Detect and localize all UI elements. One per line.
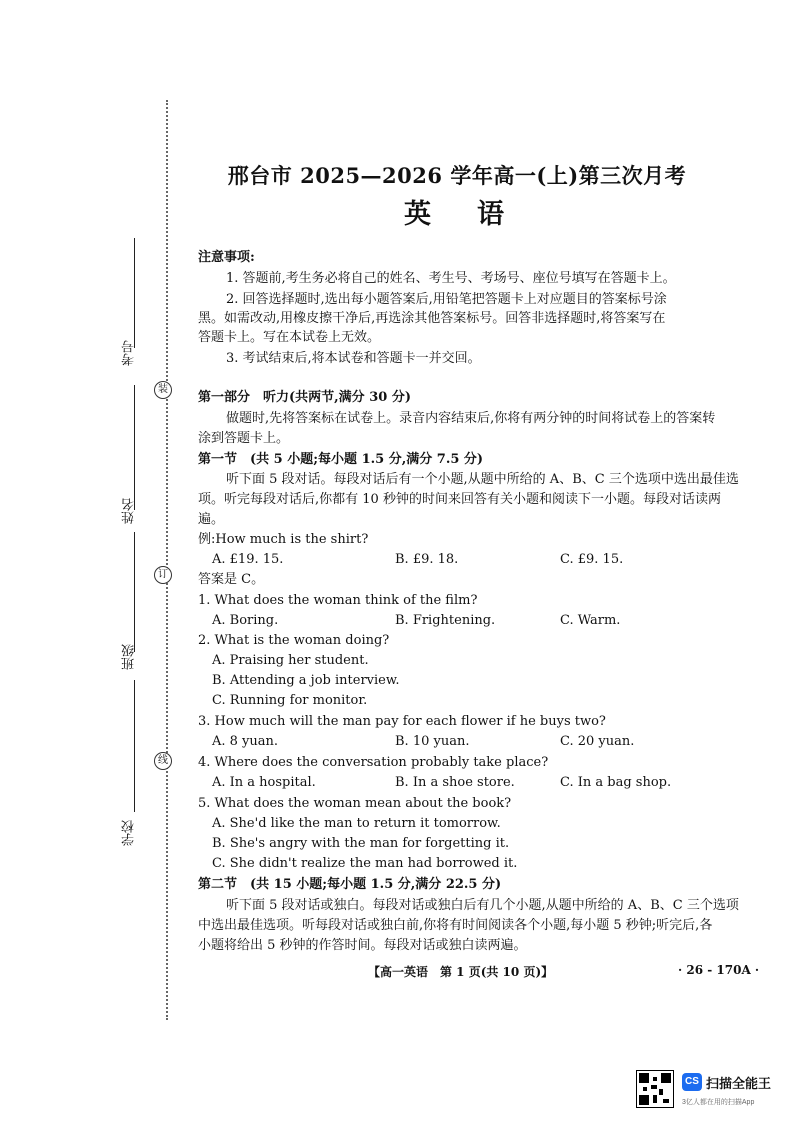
class-line xyxy=(134,532,135,652)
question-1: 1. What does the woman think of the film? xyxy=(198,593,478,608)
seal-xian: 线 xyxy=(154,752,172,770)
part1-intro-line-1: 做题时,先将答案标在试卷上。录音内容结束后,你将有两分钟的时间将试卷上的答案转 xyxy=(226,411,716,426)
question-4-option-a: A. In a hospital. xyxy=(212,775,316,790)
subject-title: 英语 xyxy=(404,199,550,230)
seal-ding: 订 xyxy=(154,566,172,584)
example-options xyxy=(212,551,772,569)
question-1-options xyxy=(212,612,772,630)
qr-code-icon xyxy=(636,1070,674,1108)
camscanner-name: 扫描全能王 xyxy=(706,1076,772,1091)
question-3-options xyxy=(212,733,772,751)
school-label: 学校 xyxy=(122,820,137,846)
section1-intro-line-1: 听下面 5 段对话。每段对话后有一个小题,从题中所给的 A、B、C 三个选项中选出最佳选 xyxy=(226,472,739,487)
name-line xyxy=(134,385,135,510)
section2-intro-line-2: 中选出最佳选项。听每段对话或独白前,你将有时间阅读各个小题,每小题 5 秒钟;听完后,各 xyxy=(198,918,713,933)
footer-code: · 26 - 170A · xyxy=(678,963,760,977)
question-3-option-b: B. 10 yuan. xyxy=(395,734,470,749)
exam-number-label: 考号 xyxy=(122,340,137,366)
question-2: 2. What is the woman doing? xyxy=(198,633,390,648)
exam-number-line xyxy=(134,238,135,348)
example-option-a: A. £19. 15. xyxy=(212,552,284,567)
section1-intro-line-3: 遍。 xyxy=(198,512,225,527)
question-1-option-b: B. Frightening. xyxy=(395,613,496,628)
section1-intro-line-2: 项。听完每段对话后,你都有 10 秒钟的时间来回答有关小题和阅读下一小题。每段对话读两 xyxy=(198,492,721,507)
binding-dotted-line xyxy=(166,100,168,1020)
question-3-option-c: C. 20 yuan. xyxy=(560,734,635,749)
exam-title: 邢台市 2025—2026 学年高一(上)第三次月考 xyxy=(227,163,687,188)
notice-item-2-line-2: 黑。如需改动,用橡皮擦干净后,再选涂其他答案标号。回答非选择题时,将答案写在 xyxy=(198,311,666,326)
seal-zhuang: 装 xyxy=(154,381,172,399)
part1-intro-line-2: 涂到答题卡上。 xyxy=(198,431,290,446)
name-label: 姓名 xyxy=(122,498,137,524)
part1-heading: 第一部分 听力(共两节,满分 30 分) xyxy=(198,390,411,405)
camscanner-logo-icon: CS xyxy=(682,1073,702,1091)
question-4-options xyxy=(212,774,772,792)
school-line xyxy=(134,680,135,812)
question-5-option-c: C. She didn't realize the man had borrowed it. xyxy=(212,856,518,871)
question-1-option-a: A. Boring. xyxy=(212,613,279,628)
section2-intro-line-1: 听下面 5 段对话或独白。每段对话或独白后有几个小题,从题中所给的 A、B、C 三个选项 xyxy=(226,898,739,913)
question-3-option-a: A. 8 yuan. xyxy=(212,734,279,749)
notice-heading: 注意事项: xyxy=(198,250,255,265)
section2-heading: 第二节 (共 15 小题;每小题 1.5 分,满分 22.5 分) xyxy=(198,877,502,892)
question-2-option-a: A. Praising her student. xyxy=(212,653,369,668)
example-option-c: C. £9. 15. xyxy=(560,552,624,567)
footer-page-info: 【高一英语 第 1 页(共 10 页)】 xyxy=(368,965,554,979)
question-2-option-c: C. Running for monitor. xyxy=(212,693,368,708)
question-5-option-b: B. She's angry with the man for forgetting it. xyxy=(212,836,510,851)
question-5: 5. What does the woman mean about the book? xyxy=(198,796,512,811)
question-4: 4. Where does the conversation probably take place? xyxy=(198,755,549,770)
section1-heading: 第一节 (共 5 小题;每小题 1.5 分,满分 7.5 分) xyxy=(198,452,484,467)
notice-item-2-line-3: 答题卡上。写在本试卷上无效。 xyxy=(198,330,381,345)
question-2-option-b: B. Attending a job interview. xyxy=(212,673,400,688)
example-option-b: B. £9. 18. xyxy=(395,552,459,567)
notice-item-1: 1. 答题前,考生务必将自己的姓名、考生号、考场号、座位号填写在答题卡上。 xyxy=(226,271,676,286)
camscanner-tagline: 3亿人都在用的扫描App xyxy=(682,1099,755,1106)
example-answer: 答案是 C。 xyxy=(198,572,265,587)
example-question: 例:How much is the shirt? xyxy=(198,532,369,547)
question-5-option-a: A. She'd like the man to return it tomorrow. xyxy=(212,816,501,831)
notice-item-2-line-1: 2. 回答选择题时,选出每小题答案后,用铅笔把答题卡上对应题目的答案标号涂 xyxy=(226,292,667,307)
question-1-option-c: C. Warm. xyxy=(560,613,621,628)
section2-intro-line-3: 小题将给出 5 秒钟的作答时间。每段对话或独白读两遍。 xyxy=(198,938,527,953)
question-3: 3. How much will the man pay for each flower if he buys two? xyxy=(198,714,606,729)
notice-item-3: 3. 考试结束后,将本试卷和答题卡一并交回。 xyxy=(226,351,481,366)
question-4-option-c: C. In a bag shop. xyxy=(560,775,672,790)
class-label: 班级 xyxy=(122,644,137,670)
question-4-option-b: B. In a shoe store. xyxy=(395,775,515,790)
